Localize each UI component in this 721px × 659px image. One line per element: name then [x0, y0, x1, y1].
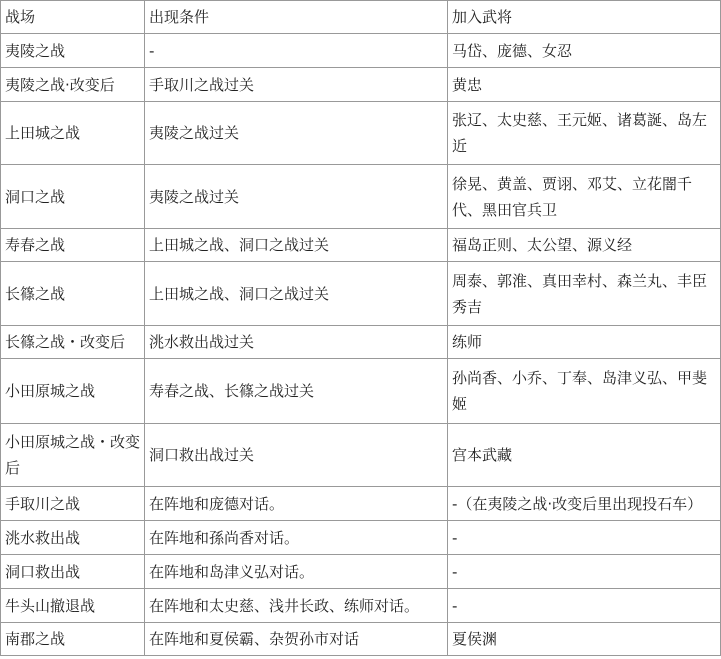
battlefield-cell: 南郡之战 [1, 623, 145, 656]
condition-cell: 洮水救出战过关 [145, 326, 448, 359]
header-row [1, 1, 721, 34]
condition-cell: - [145, 34, 448, 68]
generals-cell: 福岛正则、太公望、源义经 [448, 229, 721, 262]
header-condition: 出现条件 [145, 1, 448, 34]
table-row [1, 359, 721, 424]
table-row [1, 589, 721, 623]
battlefield-cell: 小田原城之战 [1, 359, 145, 424]
generals-cell: 周泰、郭淮、真田幸村、森兰丸、丰臣秀吉 [448, 262, 721, 326]
condition-cell: 寿春之战、长篠之战过关 [145, 359, 448, 424]
battlefield-cell: 洮水救出战 [1, 521, 145, 555]
table-row [1, 102, 721, 165]
table-row [1, 555, 721, 589]
condition-cell: 在阵地和夏侯霸、杂贺孙市对话 [145, 623, 448, 656]
generals-cell: 宫本武藏 [448, 424, 721, 487]
generals-cell: 马岱、庞德、女忍 [448, 34, 721, 68]
condition-cell: 在阵地和岛津义弘对话。 [145, 555, 448, 589]
generals-cell: 孙尚香、小乔、丁奉、岛津义弘、甲斐姬 [448, 359, 721, 424]
battlefield-cell: 寿春之战 [1, 229, 145, 262]
generals-cell: - [448, 555, 721, 589]
battlefield-cell: 牛头山撤退战 [1, 589, 145, 623]
condition-cell: 手取川之战过关 [145, 68, 448, 102]
generals-cell: - [448, 521, 721, 555]
condition-cell: 在阵地和庞德对话。 [145, 487, 448, 521]
battlefield-cell: 长篠之战・改变后 [1, 326, 145, 359]
condition-cell: 在阵地和孫尚香对话。 [145, 521, 448, 555]
table-row [1, 521, 721, 555]
battlefield-cell: 小田原城之战・改变后 [1, 424, 145, 487]
generals-cell: 练师 [448, 326, 721, 359]
generals-cell: 黄忠 [448, 68, 721, 102]
table-row [1, 262, 721, 326]
condition-cell: 夷陵之战过关 [145, 102, 448, 165]
generals-cell: 夏侯渊 [448, 623, 721, 656]
battlefield-cell: 手取川之战 [1, 487, 145, 521]
generals-cell: 徐晃、黄盖、贾诩、邓艾、立花闇千代、黑田官兵卫 [448, 165, 721, 229]
condition-cell: 上田城之战、洞口之战过关 [145, 262, 448, 326]
table-row [1, 424, 721, 487]
table-row [1, 68, 721, 102]
battlefield-cell: 洞口救出战 [1, 555, 145, 589]
condition-cell: 洞口救出战过关 [145, 424, 448, 487]
condition-cell: 在阵地和太史慈、浅井长政、练师对话。 [145, 589, 448, 623]
battlefield-cell: 夷陵之战·改变后 [1, 68, 145, 102]
table-row [1, 229, 721, 262]
battlefield-cell: 洞口之战 [1, 165, 145, 229]
condition-cell: 上田城之战、洞口之战过关 [145, 229, 448, 262]
table-row [1, 487, 721, 521]
table-row [1, 623, 721, 656]
table-row [1, 34, 721, 68]
battlefield-cell: 长篠之战 [1, 262, 145, 326]
generals-cell: 张辽、太史慈、王元姬、诸葛誕、岛左近 [448, 102, 721, 165]
table-row [1, 165, 721, 229]
generals-cell: -（在夷陵之战·改变后里出现投石车） [448, 487, 721, 521]
table-row [1, 326, 721, 359]
condition-cell: 夷陵之战过关 [145, 165, 448, 229]
battlefield-cell: 上田城之战 [1, 102, 145, 165]
header-battlefield: 战场 [1, 1, 145, 34]
generals-cell: - [448, 589, 721, 623]
header-generals: 加入武将 [448, 1, 721, 34]
battlefield-cell: 夷陵之战 [1, 34, 145, 68]
